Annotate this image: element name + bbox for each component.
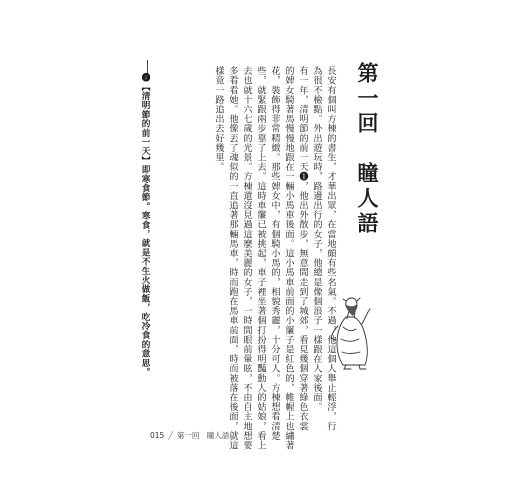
page-number: 015 [150, 431, 165, 440]
body-line: 些，就緊跟兩步靠了上去。這時車簾已被挑起，車子裡坐著個打扮得明豔動人的姑娘，看上 [255, 66, 266, 450]
page-footer [150, 430, 229, 441]
scholar-illustration [325, 292, 375, 372]
body-line: 長安有個叫方棟的書生，才華出眾，在當地頗有些名氣。不過，他這個人舉止輕浮，行 [325, 66, 336, 431]
annotation-note: ❶【清明節的前一天】即寒食節。寒食，就是不生火做飯，吃冷食的意思。 [140, 73, 150, 377]
body-line: 去也就十六七歲的光景。方棟還沒見過這麼美麗的女子，一時間眼前暈眩，不由自主地想要 [241, 66, 252, 450]
note-divider [147, 60, 148, 74]
footer-separator: ╱ [168, 431, 173, 440]
body-line: 花，裝飾得非常精緻。那些婢女中，有個騎小馬的，相貌秀麗，十分可人。方棟想看清楚 [269, 66, 280, 441]
chapter-title: 第一回 瞳人語 [355, 62, 380, 237]
body-line: 多看看她。他像丟了魂似的一直追著那輛馬車，時而跑在馬車前面，時而被落在後面，就這 [227, 66, 238, 450]
footer-chapter-label: 第一回 瞳人語 [176, 431, 230, 440]
body-line: 的婢女騎著馬慢慢地跟在一輛小馬車後面。這小馬車前面的小簾子是紅色的，帷幄上也繡著 [283, 66, 294, 450]
body-line: 有一年，清明節的前一天❶，他出外散步，無意間走到了城郊，看見幾個穿著綠色衣裳 [297, 66, 308, 431]
body-line: 為很不檢點。外出遊玩時，路邊出行的女子，他總是像個浪子一樣跟在人家後面。 [311, 66, 322, 412]
body-line: 樣竟一路追出去好幾里。 [213, 66, 224, 172]
